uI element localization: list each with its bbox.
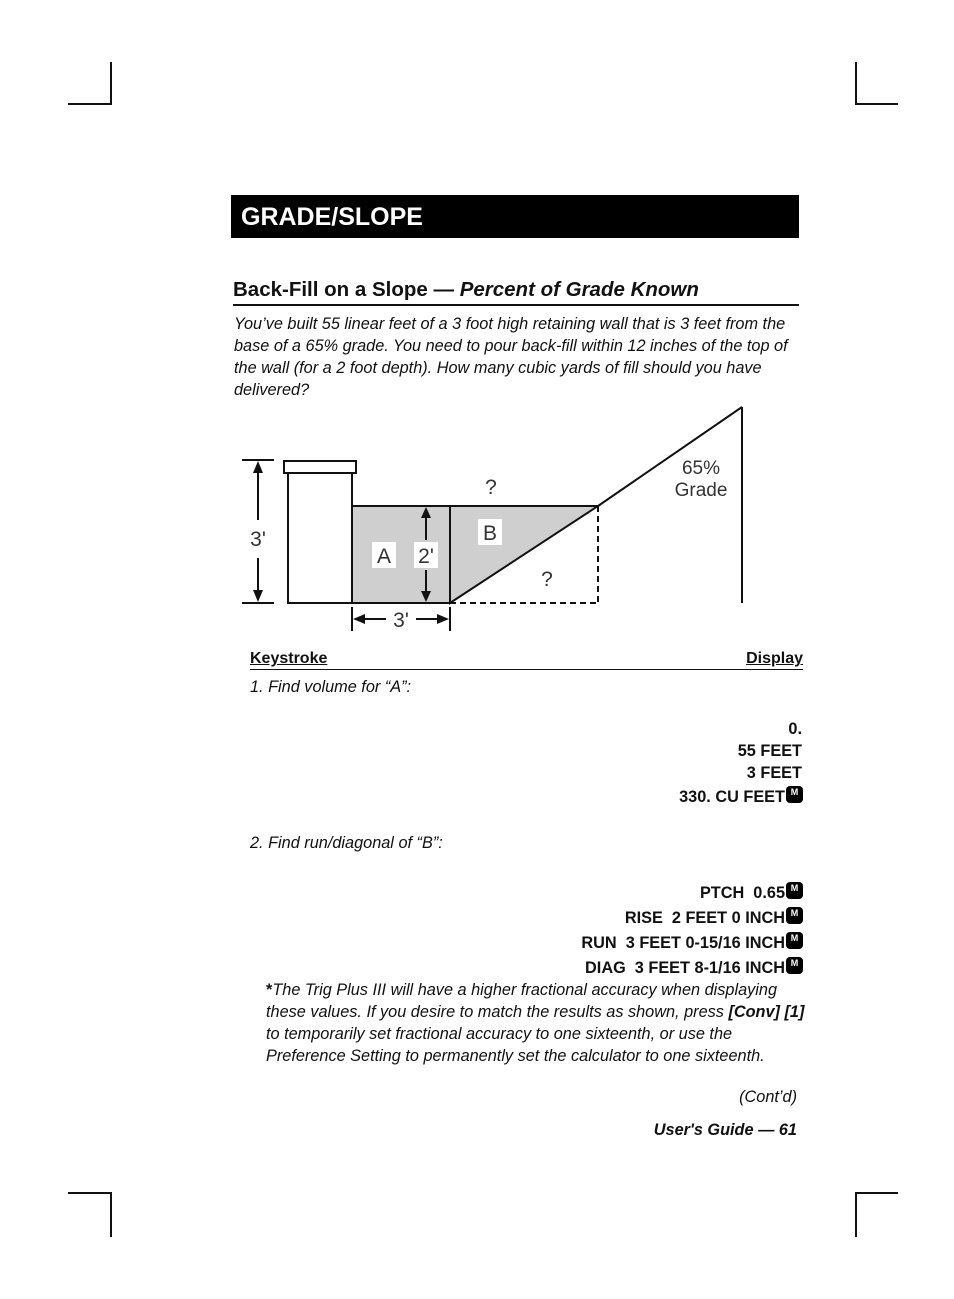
crop-mark-bottom-left-h bbox=[68, 1192, 111, 1194]
subhead bbox=[233, 276, 799, 306]
step-1-label: 1. Find volume for “A”: bbox=[250, 678, 412, 696]
step-2-display-4: DIAG 3 FEET 8-1/16 INCH bbox=[585, 959, 785, 977]
width-arrowhead-right bbox=[437, 614, 449, 624]
subhead-main: Back-Fill on a Slope — bbox=[233, 278, 460, 301]
width-arrowhead-left bbox=[353, 614, 365, 624]
region-b bbox=[450, 506, 598, 603]
crop-mark-top-left-h bbox=[68, 103, 111, 105]
grade-percent-label: 65% bbox=[681, 458, 721, 479]
step-2-display-3: RUN 3 FEET 0-15/16 INCH bbox=[581, 934, 785, 952]
question-mark-top: ? bbox=[485, 476, 497, 499]
accuracy-note bbox=[266, 979, 806, 1067]
section-title: GRADE/SLOPE bbox=[231, 195, 799, 238]
step-1-display-4: 330. CU FEET bbox=[679, 788, 785, 806]
crop-mark-top-left-v bbox=[110, 62, 112, 105]
memory-indicator-icon: M bbox=[786, 907, 803, 924]
step-1-display-1: 0. bbox=[788, 720, 802, 738]
keystroke-display-header bbox=[250, 650, 803, 670]
arrowhead-up bbox=[253, 461, 263, 473]
subhead-italic: Percent of Grade Known bbox=[459, 278, 699, 301]
memory-indicator-icon: M bbox=[786, 932, 803, 949]
page-footer: User's Guide — 61 bbox=[653, 1121, 797, 1139]
crop-mark-bottom-left-v bbox=[110, 1192, 112, 1237]
step-2-display-2: RISE 2 FEET 0 INCH bbox=[624, 909, 785, 927]
b-label: B bbox=[482, 522, 498, 545]
display-column-label: Display bbox=[746, 650, 803, 667]
memory-indicator-icon: M bbox=[786, 957, 803, 974]
arrowhead-down bbox=[253, 590, 263, 602]
intro-paragraph: You’ve built 55 linear feet of a 3 foot high retaining wall that is 3 feet from the base of a 65% grade. You need to pour back-fill within 12 inches of the top of the wall (for a 2 foot depth). How many cubic yards of fill should you have delivered? bbox=[234, 315, 788, 399]
note-keys: [Conv] [1] bbox=[728, 1003, 805, 1021]
a-label: A bbox=[376, 545, 392, 568]
width-label: 3' bbox=[393, 609, 409, 632]
note-part-1: The Trig Plus III will have a higher fractional accuracy when displaying these values. If you desire to match the results as shown, press bbox=[266, 981, 777, 1021]
continued-label: (Cont’d) bbox=[739, 1088, 797, 1106]
note-part-2: to temporarily set fractional accuracy to one sixteenth, or use the Preference Setting to permanently set the calculator to one sixteenth. bbox=[266, 1025, 765, 1065]
wall bbox=[288, 473, 352, 603]
depth-label: 2' bbox=[418, 545, 434, 568]
memory-indicator-icon: M bbox=[786, 786, 803, 803]
memory-indicator-icon: M bbox=[786, 882, 803, 899]
grade-label: Grade bbox=[674, 480, 728, 501]
backfill-diagram bbox=[230, 400, 760, 635]
wall-cap bbox=[284, 461, 356, 473]
step-1-display-3: 3 FEET bbox=[746, 764, 802, 782]
step-1-display-2: 55 FEET bbox=[737, 742, 802, 760]
crop-mark-bottom-right-v bbox=[855, 1192, 857, 1237]
crop-mark-top-right-h bbox=[855, 103, 898, 105]
crop-mark-bottom-right-h bbox=[855, 1192, 898, 1194]
step-2-label: 2. Find run/diagonal of “B”: bbox=[250, 834, 443, 852]
step-2-display-1: PTCH 0.65 bbox=[699, 884, 785, 902]
keystroke-column-label: Keystroke bbox=[250, 650, 328, 667]
crop-mark-top-right-v bbox=[855, 62, 857, 105]
question-mark-bottom: ? bbox=[541, 568, 553, 591]
note-star: * bbox=[266, 981, 273, 999]
height-label: 3' bbox=[250, 528, 266, 551]
